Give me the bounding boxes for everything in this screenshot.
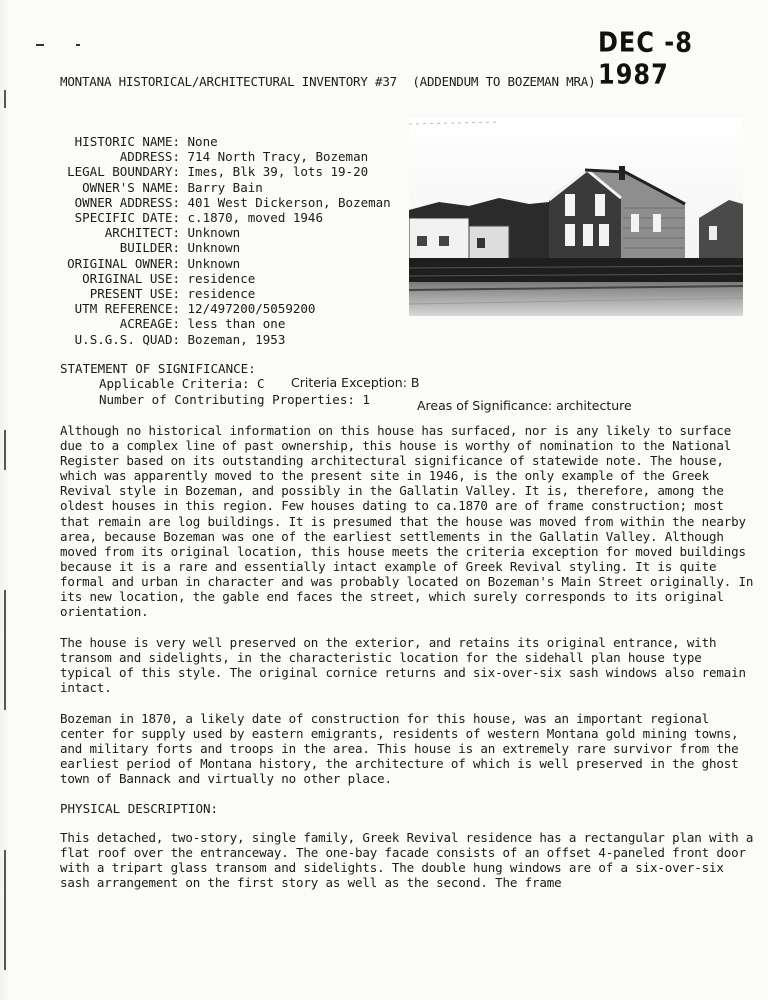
- contributing-properties: Number of Contributing Properties: 1: [99, 392, 370, 407]
- field-row: [60, 332, 391, 347]
- field-row: [60, 256, 391, 271]
- date-stamp: DEC -8 1987: [598, 26, 693, 91]
- areas-of-significance: Areas of Significance: architecture: [417, 398, 632, 413]
- field-value: Barry Bain: [187, 179, 263, 195]
- field-value: Bozeman, 1953: [187, 331, 286, 347]
- scan-mark: [36, 44, 44, 46]
- scan-edge-mark: [4, 850, 6, 970]
- field-value: None: [187, 134, 218, 149]
- field-value: Imes, Blk 39, lots 19-20: [187, 164, 369, 180]
- addendum-note: (ADDENDUM TO BOZEMAN MRA): [412, 74, 596, 89]
- field-row: [60, 286, 391, 301]
- field-row: [60, 210, 391, 225]
- field-value: less than one: [187, 316, 286, 332]
- field-value: 401 West Dickerson, Bozeman: [187, 194, 391, 210]
- physical-description-paragraph: This detached, two-story, single family, Greek Revival residence has a rectangular plan with a flat roof over the entranceway. The one-bay facade consists of an offset 4-paneled front door with a tripart glass transom and sidelights. The double hung windows are of a six-over-six sash arrangement on the first story as well as the second. The frame: [60, 830, 754, 891]
- significance-paragraph-1: Although no historical information on this house has surfaced, nor is any likely to surface due to a complex line of past ownership, this house is worthy of nomination to the National Register based on its outstanding architectural significance of statewide note. The house, which was apparently moved to the present site in 1946, is the only example of the Greek Revival style in Bozeman, and possibly in the Gallatin Valley. It is, therefore, among the oldest houses in this region. Few houses dating to ca.1870 are of frame construction; most that remain are log buildings. It is presumed that the house was moved from within the nearby area, because Bozeman was one of the earliest settlements in the Gallatin Valley. Although moved from its original location, this house meets the criteria exception for moved buildings because it is a rare and essentially intact example of Greek Revival styling. It is quite formal and urban in character and was probably located on Bozeman's Main Street originally. In its new location, the gable end faces the street, which surely corresponds to its original orientation.: [60, 423, 754, 620]
- field-row: [60, 225, 391, 240]
- field-label: BUILDER:: [119, 240, 180, 256]
- field-value: Unknown: [187, 240, 241, 256]
- field-value: Unknown: [187, 255, 241, 271]
- field-label: LEGAL BOUNDARY:: [67, 164, 180, 180]
- field-row: [60, 271, 391, 286]
- field-row: [60, 164, 391, 179]
- applicable-criteria-text: Applicable Criteria: C: [99, 376, 265, 391]
- field-row: [60, 301, 391, 316]
- document-header: [60, 74, 595, 89]
- scan-edge-mark: [4, 90, 6, 108]
- field-label: ARCHITECT:: [104, 225, 180, 241]
- field-label: OWNER ADDRESS:: [74, 194, 180, 210]
- scan-edge-mark: [4, 430, 6, 470]
- significance-paragraph-3: Bozeman in 1870, a likely date of construction for this house, was an important regional center for supply used by eastern emigrants, residents of western Montana gold mining towns, and military forts and troops in the area. This house is an extremely rare survivor from the earliest period of Montana history, the architecture of which is well preserved in the ghost town of Bannack and virtually no other place.: [60, 711, 739, 787]
- field-label: UTM REFERENCE:: [74, 301, 180, 317]
- scan-edge-mark: [4, 590, 6, 710]
- house-photo-illustration: [409, 118, 743, 316]
- field-label: ORIGINAL USE:: [82, 270, 180, 286]
- field-row: [60, 149, 391, 164]
- field-value: 714 North Tracy, Bozeman: [187, 149, 369, 165]
- field-label: ACREAGE:: [119, 316, 180, 332]
- field-row: [60, 316, 391, 331]
- significance-heading: STATEMENT OF SIGNIFICANCE:: [60, 361, 256, 376]
- field-row: [60, 240, 391, 255]
- field-label: HISTORIC NAME:: [74, 134, 180, 149]
- field-value: c.1870, moved 1946: [187, 210, 323, 226]
- field-row: [60, 134, 391, 149]
- physical-description-heading: PHYSICAL DESCRIPTION:: [60, 801, 219, 816]
- field-label: U.S.G.S. QUAD:: [74, 331, 180, 347]
- house-photo: [409, 118, 743, 316]
- scan-mark: [76, 44, 80, 46]
- significance-paragraph-2: The house is very well preserved on the exterior, and retains its original entrance, with transom and sidelights, in the characteristic location for the sidehall plan house type typical of this style. The original cornice returns and six-over-six sash windows also remain intact.: [60, 635, 746, 696]
- field-row: [60, 180, 391, 195]
- field-row: [60, 195, 391, 210]
- criteria-exception: Criteria Exception: B: [291, 375, 420, 390]
- field-value: Unknown: [187, 225, 241, 241]
- field-label: SPECIFIC DATE:: [74, 210, 180, 226]
- field-value: 12/497200/5059200: [187, 301, 316, 317]
- field-value: residence: [187, 286, 256, 302]
- field-label: ADDRESS:: [119, 149, 180, 165]
- field-label: OWNER'S NAME:: [82, 179, 180, 195]
- applicable-criteria: [99, 376, 265, 391]
- field-value: residence: [187, 270, 256, 286]
- inventory-title: MONTANA HISTORICAL/ARCHITECTURAL INVENTORY #37: [60, 74, 397, 89]
- field-label: PRESENT USE:: [89, 286, 180, 302]
- property-fields: [60, 134, 391, 347]
- field-label: ORIGINAL OWNER:: [67, 255, 180, 271]
